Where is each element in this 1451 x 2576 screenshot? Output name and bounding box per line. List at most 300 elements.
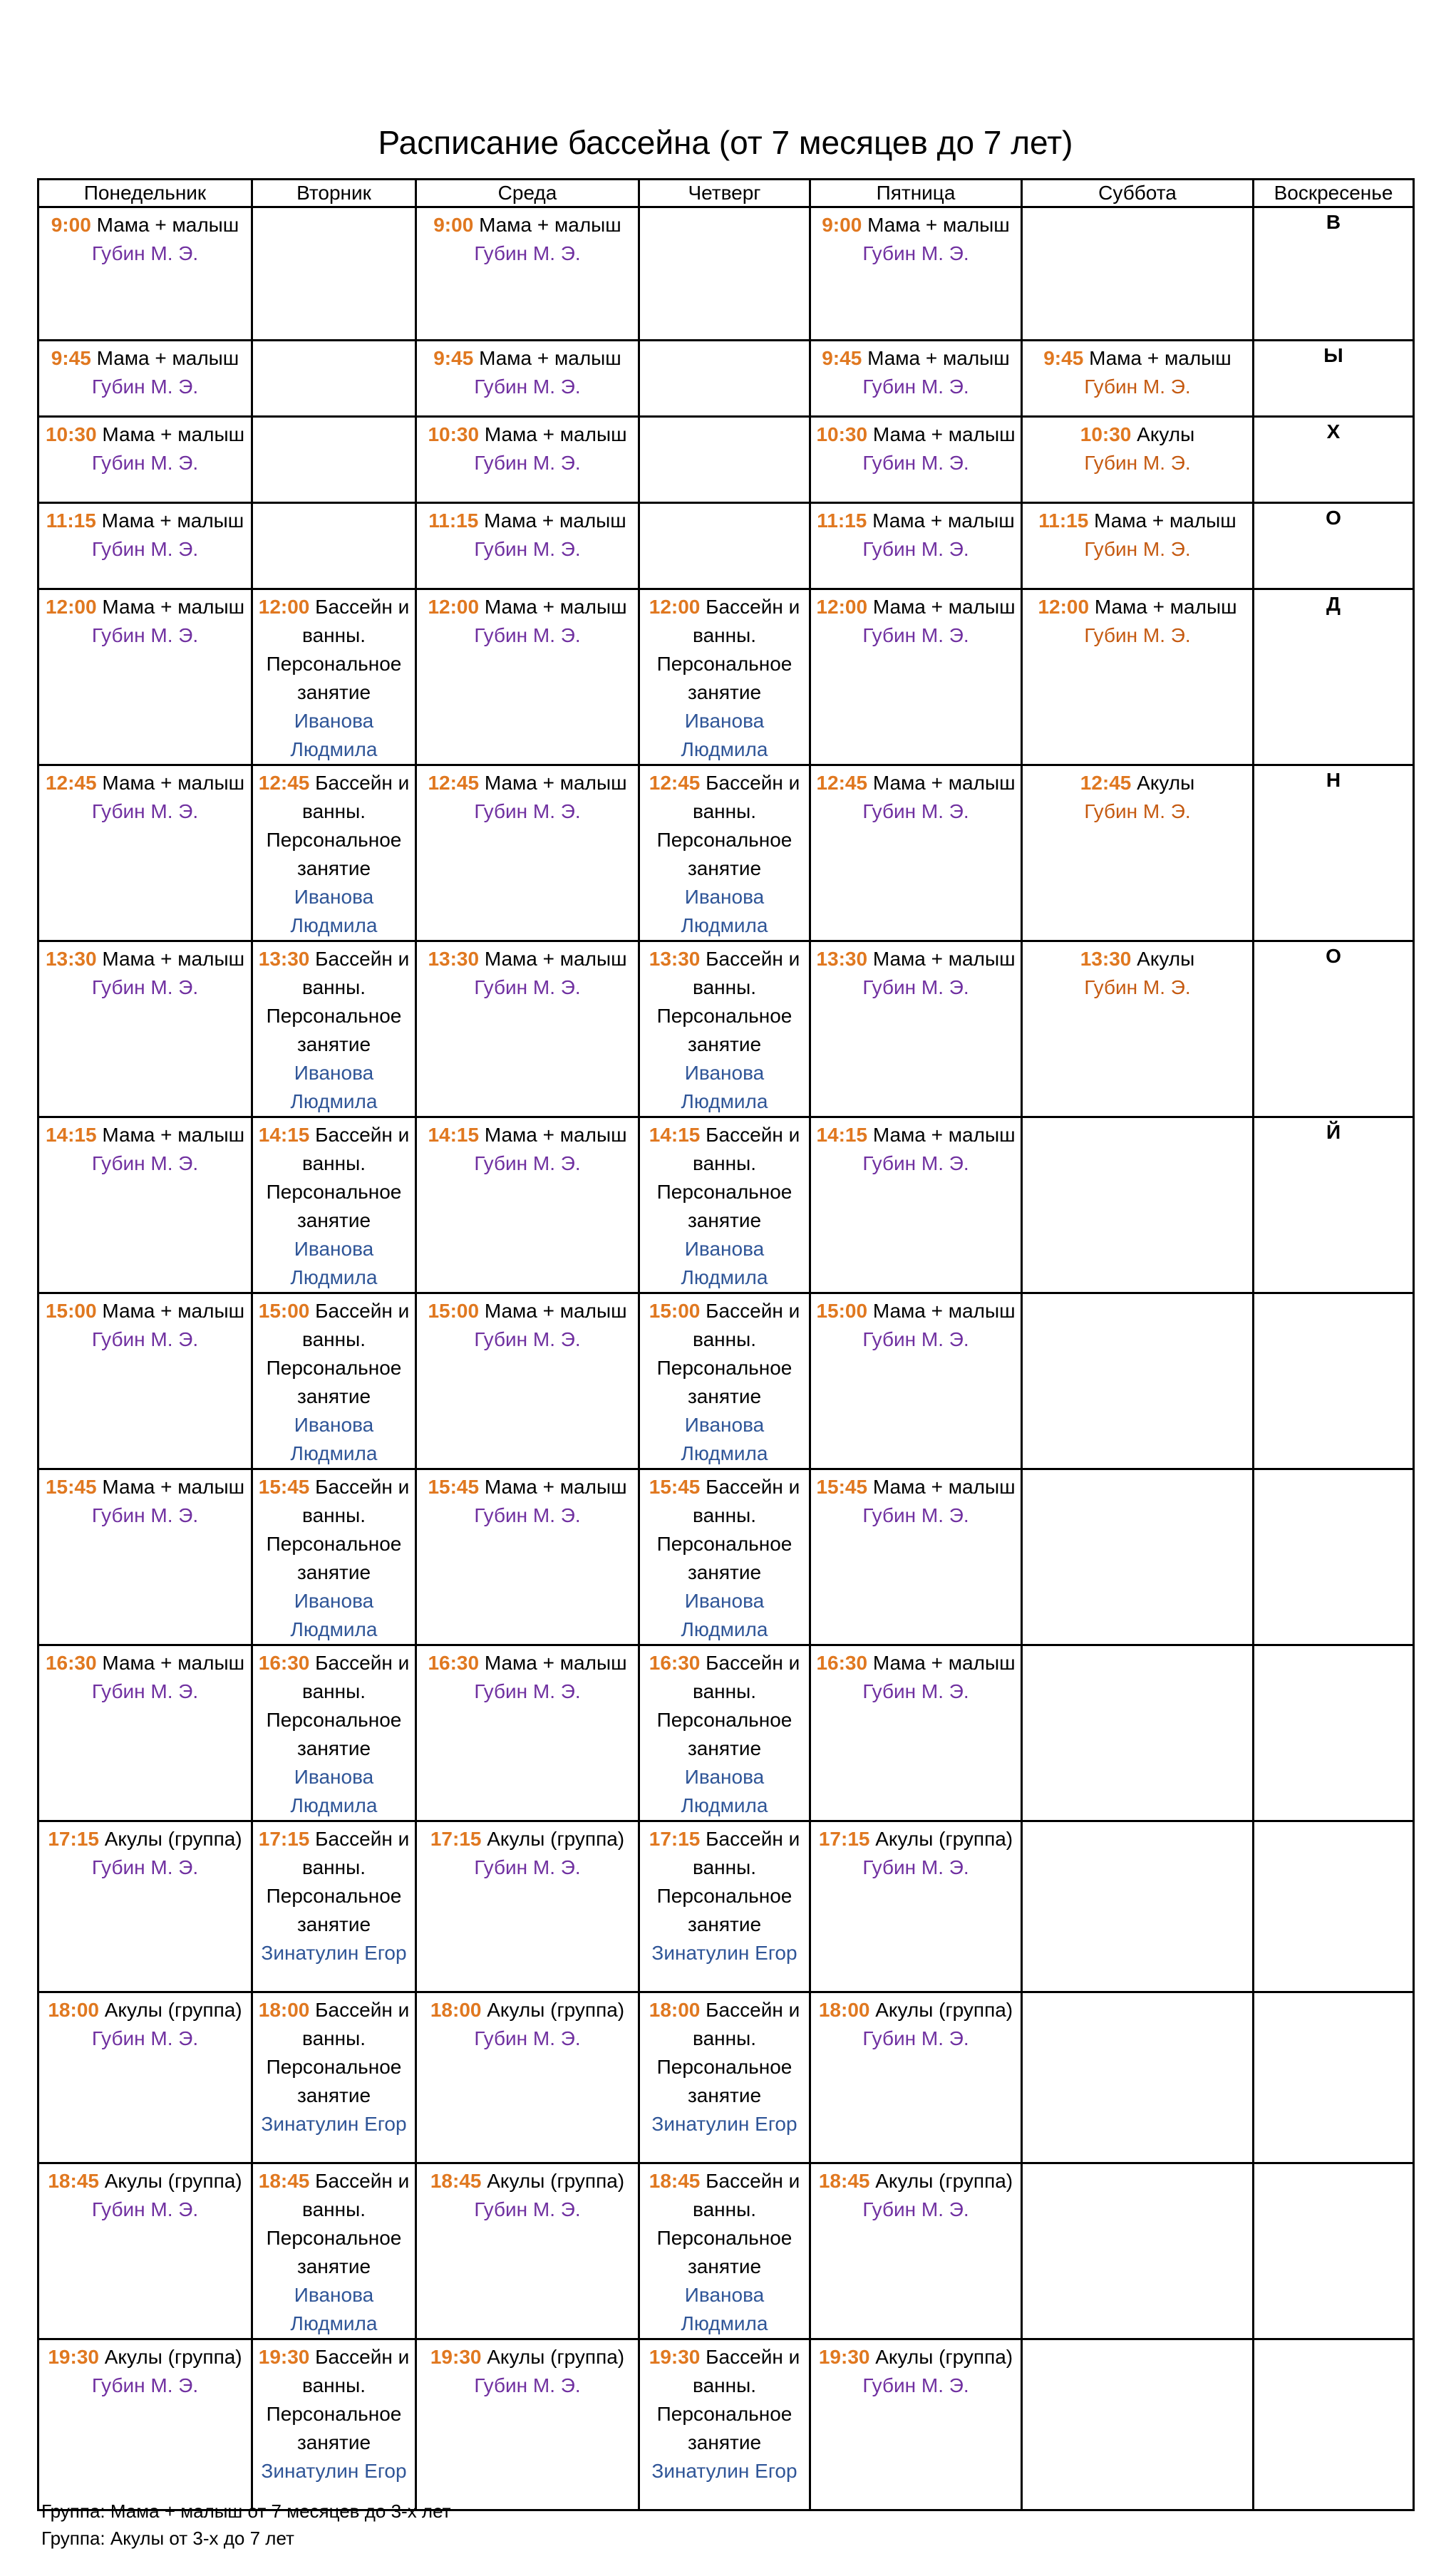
entry-time: 15:00 xyxy=(816,1300,868,1322)
class-entry xyxy=(811,766,1021,826)
entry-teacher: Губин М. Э. xyxy=(862,624,969,646)
entry-teacher: Губин М. Э. xyxy=(91,538,199,560)
day-header-wednesday: Среда xyxy=(416,180,639,207)
entry-activity: Мама + малыш xyxy=(484,948,627,970)
cell-monday xyxy=(38,765,252,941)
entry-activity: Акулы (группа) xyxy=(875,2346,1013,2368)
class-entry xyxy=(417,1470,638,1530)
entry-activity: Бассейн и ванны. Персональное занятие xyxy=(266,1652,410,1759)
cell-monday xyxy=(38,1645,252,1821)
cell-tuesday xyxy=(252,417,416,503)
cell-friday xyxy=(810,1821,1022,1992)
schedule-row xyxy=(38,1117,1414,1293)
entry-teacher: Губин М. Э. xyxy=(474,624,581,646)
entry-activity: Акулы (группа) xyxy=(487,1999,625,2021)
entry-teacher: Губин М. Э. xyxy=(474,1856,581,1878)
entry-time: 18:45 xyxy=(818,2170,870,2192)
cell-wednesday xyxy=(416,1469,639,1645)
entry-activity: Мама + малыш xyxy=(872,772,1016,794)
class-entry xyxy=(39,1294,251,1354)
class-entry xyxy=(640,2164,809,2338)
entry-teacher: Губин М. Э. xyxy=(91,624,199,646)
cell-saturday xyxy=(1022,2339,1254,2510)
cell-monday xyxy=(38,1469,252,1645)
entry-activity: Мама + малыш xyxy=(484,1124,627,1146)
entry-activity: Бассейн и ванны. Персональное занятие xyxy=(266,2346,410,2453)
cell-monday xyxy=(38,207,252,341)
cell-wednesday xyxy=(416,207,639,341)
class-entry xyxy=(39,341,251,401)
entry-activity: Мама + малыш xyxy=(102,1124,245,1146)
cell-tuesday xyxy=(252,1645,416,1821)
entry-teacher: Губин М. Э. xyxy=(1084,624,1191,646)
entry-time: 12:00 xyxy=(1038,596,1090,618)
entry-time: 12:45 xyxy=(45,772,97,794)
entry-teacher: Губин М. Э. xyxy=(91,452,199,474)
day-header-tuesday: Вторник xyxy=(252,180,416,207)
day-header-row xyxy=(38,180,1414,207)
entry-time: 12:00 xyxy=(649,596,701,618)
entry-time: 18:00 xyxy=(258,1999,310,2021)
class-entry xyxy=(39,1118,251,1178)
entry-teacher: Иванова Людмила xyxy=(681,1766,768,1816)
entry-activity: Мама + малыш xyxy=(102,423,245,445)
entry-time: 16:30 xyxy=(428,1652,480,1674)
entry-time: 15:00 xyxy=(258,1300,310,1322)
entry-teacher: Губин М. Э. xyxy=(1084,452,1191,474)
entry-teacher: Иванова Людмила xyxy=(290,1766,378,1816)
entry-teacher: Губин М. Э. xyxy=(91,1856,199,1878)
class-entry xyxy=(39,208,251,268)
entry-time: 19:30 xyxy=(258,2346,310,2368)
entry-time: 18:45 xyxy=(649,2170,701,2192)
class-entry xyxy=(811,942,1021,1002)
cell-friday xyxy=(810,1293,1022,1469)
class-entry xyxy=(417,2340,638,2400)
entry-time: 19:30 xyxy=(818,2346,870,2368)
entry-time: 9:45 xyxy=(822,347,862,369)
cell-saturday xyxy=(1022,1469,1254,1645)
entry-teacher: Губин М. Э. xyxy=(474,242,581,264)
class-entry xyxy=(1023,942,1252,1002)
entry-time: 15:00 xyxy=(45,1300,97,1322)
entry-teacher: Губин М. Э. xyxy=(474,452,581,474)
cell-thursday xyxy=(639,207,810,341)
cell-friday xyxy=(810,503,1022,589)
schedule-table xyxy=(37,178,1415,2511)
class-entry xyxy=(39,418,251,477)
entry-teacher: Губин М. Э. xyxy=(91,1680,199,1702)
entry-teacher: Зинатулин Егор xyxy=(651,2460,797,2482)
entry-time: 11:15 xyxy=(46,509,96,532)
entry-time: 12:45 xyxy=(649,772,701,794)
entry-activity: Мама + малыш xyxy=(872,1124,1016,1146)
entry-time: 12:45 xyxy=(258,772,310,794)
cell-wednesday xyxy=(416,503,639,589)
entry-activity: Бассейн и ванны. Персональное занятие xyxy=(266,1300,410,1407)
entry-activity: Мама + малыш xyxy=(484,772,627,794)
cell-thursday xyxy=(639,1645,810,1821)
cell-wednesday xyxy=(416,2339,639,2510)
entry-teacher: Губин М. Э. xyxy=(474,1152,581,1174)
entry-time: 17:15 xyxy=(649,1828,701,1850)
entry-teacher: Губин М. Э. xyxy=(862,452,969,474)
class-entry xyxy=(39,1646,251,1706)
entry-teacher: Зинатулин Егор xyxy=(261,2113,407,2135)
entry-activity: Акулы (группа) xyxy=(487,2170,625,2192)
schedule-row xyxy=(38,503,1414,589)
class-entry xyxy=(39,766,251,826)
cell-friday xyxy=(810,341,1022,417)
entry-teacher: Иванова Людмила xyxy=(290,886,378,936)
class-entry xyxy=(417,2164,638,2224)
cell-sunday-day-off-letter: Д xyxy=(1254,589,1414,765)
entry-time: 15:45 xyxy=(45,1476,97,1498)
entry-time: 13:30 xyxy=(816,948,868,970)
cell-sunday-day-off-letter: Й xyxy=(1254,1117,1414,1293)
cell-monday xyxy=(38,417,252,503)
entry-time: 15:00 xyxy=(428,1300,480,1322)
entry-time: 19:30 xyxy=(48,2346,99,2368)
schedule-body xyxy=(38,207,1414,2510)
entry-teacher: Губин М. Э. xyxy=(862,1504,969,1526)
entry-time: 18:45 xyxy=(48,2170,99,2192)
entry-time: 10:30 xyxy=(45,423,97,445)
cell-monday xyxy=(38,503,252,589)
schedule-row xyxy=(38,1645,1414,1821)
cell-monday xyxy=(38,1293,252,1469)
entry-time: 17:15 xyxy=(818,1828,870,1850)
entry-time: 18:00 xyxy=(649,1999,701,2021)
entry-teacher: Иванова Людмила xyxy=(681,1414,768,1464)
cell-saturday xyxy=(1022,207,1254,341)
class-entry xyxy=(417,1993,638,2053)
schedule-row xyxy=(38,1821,1414,1992)
class-entry xyxy=(1023,590,1252,650)
cell-wednesday xyxy=(416,1645,639,1821)
entry-teacher: Губин М. Э. xyxy=(862,800,969,822)
class-entry xyxy=(417,1822,638,1882)
entry-teacher: Губин М. Э. xyxy=(862,2374,969,2396)
entry-activity: Бассейн и ванны. Персональное занятие xyxy=(656,1999,800,2106)
entry-teacher: Иванова Людмила xyxy=(681,710,768,760)
entry-teacher: Иванова Людмила xyxy=(290,1062,378,1112)
class-entry xyxy=(640,1118,809,1292)
schedule-row xyxy=(38,589,1414,765)
schedule-row xyxy=(38,207,1414,341)
cell-friday xyxy=(810,1645,1022,1821)
entry-activity: Бассейн и ванны. Персональное занятие xyxy=(266,1828,410,1935)
entry-activity: Мама + малыш xyxy=(872,509,1015,532)
entry-activity: Бассейн и ванны. Персональное занятие xyxy=(266,1999,410,2106)
entry-teacher: Губин М. Э. xyxy=(91,376,199,398)
cell-wednesday xyxy=(416,1992,639,2163)
class-entry xyxy=(811,2164,1021,2224)
footnote-mama-malysh: Группа: Мама + малыш от 7 месяцев до 3-х лет xyxy=(41,2500,451,2522)
entry-time: 13:30 xyxy=(428,948,480,970)
cell-saturday xyxy=(1022,2163,1254,2339)
entry-teacher: Губин М. Э. xyxy=(862,376,969,398)
entry-activity: Мама + малыш xyxy=(872,423,1016,445)
class-entry xyxy=(811,1294,1021,1354)
class-entry xyxy=(253,590,415,764)
cell-thursday xyxy=(639,503,810,589)
entry-activity: Акулы (группа) xyxy=(875,1999,1013,2021)
entry-time: 19:30 xyxy=(430,2346,482,2368)
schedule-row xyxy=(38,1469,1414,1645)
cell-friday xyxy=(810,207,1022,341)
cell-sunday-day-off-letter: Х xyxy=(1254,417,1414,503)
entry-teacher: Губин М. Э. xyxy=(474,2027,581,2049)
entry-teacher: Губин М. Э. xyxy=(862,976,969,998)
entry-time: 12:00 xyxy=(816,596,868,618)
class-entry xyxy=(811,590,1021,650)
entry-time: 10:30 xyxy=(428,423,480,445)
class-entry xyxy=(811,1646,1021,1706)
entry-teacher: Губин М. Э. xyxy=(474,2374,581,2396)
entry-time: 14:15 xyxy=(45,1124,97,1146)
entry-teacher: Губин М. Э. xyxy=(862,1152,969,1174)
cell-wednesday xyxy=(416,589,639,765)
cell-saturday xyxy=(1022,589,1254,765)
entry-activity: Мама + малыш xyxy=(96,347,239,369)
entry-teacher: Губин М. Э. xyxy=(1084,538,1191,560)
entry-time: 14:15 xyxy=(258,1124,310,1146)
cell-friday xyxy=(810,1117,1022,1293)
cell-monday xyxy=(38,1821,252,1992)
class-entry xyxy=(1023,766,1252,826)
entry-time: 18:00 xyxy=(48,1999,99,2021)
cell-saturday xyxy=(1022,1645,1254,1821)
cell-saturday xyxy=(1022,503,1254,589)
entry-activity: Мама + малыш xyxy=(1094,509,1236,532)
entry-teacher: Губин М. Э. xyxy=(862,2198,969,2220)
entry-teacher: Губин М. Э. xyxy=(91,1504,199,1526)
entry-time: 17:15 xyxy=(258,1828,310,1850)
entry-activity: Мама + малыш xyxy=(484,1652,627,1674)
entry-teacher: Губин М. Э. xyxy=(474,1504,581,1526)
entry-time: 18:00 xyxy=(818,1999,870,2021)
entry-time: 14:15 xyxy=(649,1124,701,1146)
entry-activity: Акулы xyxy=(1137,948,1195,970)
class-entry xyxy=(1023,418,1252,477)
cell-friday xyxy=(810,589,1022,765)
entry-activity: Акулы (группа) xyxy=(487,1828,625,1850)
entry-teacher: Иванова Людмила xyxy=(290,710,378,760)
entry-activity: Акулы (группа) xyxy=(104,2346,242,2368)
entry-activity: Мама + малыш xyxy=(96,214,239,236)
entry-activity: Мама + малыш xyxy=(867,214,1010,236)
schedule-row xyxy=(38,1293,1414,1469)
entry-time: 15:45 xyxy=(649,1476,701,1498)
class-entry xyxy=(640,590,809,764)
cell-wednesday xyxy=(416,1293,639,1469)
cell-friday xyxy=(810,1992,1022,2163)
entry-time: 12:45 xyxy=(428,772,480,794)
cell-thursday xyxy=(639,341,810,417)
entry-teacher: Губин М. Э. xyxy=(474,1680,581,1702)
entry-activity: Акулы (группа) xyxy=(104,1828,242,1850)
entry-activity: Мама + малыш xyxy=(1089,347,1231,369)
cell-tuesday xyxy=(252,589,416,765)
class-entry xyxy=(39,590,251,650)
cell-thursday xyxy=(639,765,810,941)
entry-time: 11:15 xyxy=(817,509,867,532)
day-header-thursday: Четверг xyxy=(639,180,810,207)
page-title: Расписание бассейна (от 7 месяцев до 7 лет) xyxy=(378,124,1073,161)
class-entry xyxy=(39,2164,251,2224)
entry-time: 17:15 xyxy=(430,1828,482,1850)
entry-time: 9:45 xyxy=(433,347,474,369)
entry-teacher: Губин М. Э. xyxy=(1084,976,1191,998)
entry-time: 9:00 xyxy=(822,214,862,236)
entry-time: 13:30 xyxy=(258,948,310,970)
entry-teacher: Зинатулин Егор xyxy=(651,2113,797,2135)
class-entry xyxy=(811,1993,1021,2053)
entry-time: 13:30 xyxy=(45,948,97,970)
entry-teacher: Губин М. Э. xyxy=(91,242,199,264)
class-entry xyxy=(417,1294,638,1354)
entry-teacher: Иванова Людмила xyxy=(681,1062,768,1112)
cell-tuesday xyxy=(252,1469,416,1645)
class-entry xyxy=(640,1993,809,2138)
class-entry xyxy=(253,2164,415,2338)
entry-time: 10:30 xyxy=(816,423,868,445)
cell-thursday xyxy=(639,589,810,765)
cell-tuesday xyxy=(252,341,416,417)
class-entry xyxy=(417,504,638,564)
cell-saturday xyxy=(1022,1821,1254,1992)
entry-activity: Бассейн и ванны. Персональное занятие xyxy=(656,1652,800,1759)
schedule-row xyxy=(38,765,1414,941)
entry-activity: Мама + малыш xyxy=(102,1652,245,1674)
entry-teacher: Губин М. Э. xyxy=(862,1328,969,1350)
entry-teacher: Губин М. Э. xyxy=(91,800,199,822)
cell-thursday xyxy=(639,1821,810,1992)
entry-activity: Мама + малыш xyxy=(102,772,245,794)
class-entry xyxy=(417,1118,638,1178)
cell-monday xyxy=(38,341,252,417)
entry-activity: Мама + малыш xyxy=(101,509,244,532)
entry-time: 14:15 xyxy=(816,1124,868,1146)
entry-teacher: Губин М. Э. xyxy=(91,2198,199,2220)
entry-time: 12:45 xyxy=(1080,772,1132,794)
entry-teacher: Иванова Людмила xyxy=(290,1414,378,1464)
cell-saturday xyxy=(1022,417,1254,503)
entry-teacher: Зинатулин Егор xyxy=(261,1942,407,1964)
schedule-row xyxy=(38,417,1414,503)
class-entry xyxy=(253,942,415,1116)
entry-teacher: Губин М. Э. xyxy=(91,2374,199,2396)
entry-activity: Бассейн и ванны. Персональное занятие xyxy=(266,1124,410,1231)
entry-time: 16:30 xyxy=(258,1652,310,1674)
class-entry xyxy=(811,2340,1021,2400)
entry-activity: Бассейн и ванны. Персональное занятие xyxy=(656,1124,800,1231)
class-entry xyxy=(640,766,809,940)
class-entry xyxy=(39,1993,251,2053)
entry-activity: Мама + малыш xyxy=(872,1652,1016,1674)
cell-saturday xyxy=(1022,1293,1254,1469)
cell-sunday-day-off-letter xyxy=(1254,1645,1414,1821)
entry-time: 16:30 xyxy=(649,1652,701,1674)
class-entry xyxy=(1023,341,1252,401)
class-entry xyxy=(640,942,809,1116)
cell-wednesday xyxy=(416,417,639,503)
entry-activity: Бассейн и ванны. Персональное занятие xyxy=(266,2170,410,2277)
cell-friday xyxy=(810,417,1022,503)
entry-teacher: Губин М. Э. xyxy=(474,1328,581,1350)
entry-teacher: Иванова Людмила xyxy=(681,1590,768,1640)
cell-monday xyxy=(38,1992,252,2163)
class-entry xyxy=(39,504,251,564)
cell-thursday xyxy=(639,1117,810,1293)
class-entry xyxy=(417,590,638,650)
entry-activity: Бассейн и ванны. Персональное занятие xyxy=(656,772,800,879)
entry-activity: Акулы xyxy=(1137,772,1195,794)
entry-activity: Бассейн и ванны. Персональное занятие xyxy=(656,2346,800,2453)
entry-activity: Бассейн и ванны. Персональное занятие xyxy=(266,596,410,703)
cell-thursday xyxy=(639,2163,810,2339)
cell-tuesday xyxy=(252,207,416,341)
entry-teacher: Губин М. Э. xyxy=(862,1680,969,1702)
cell-friday xyxy=(810,2339,1022,2510)
entry-time: 9:45 xyxy=(51,347,91,369)
cell-tuesday xyxy=(252,1992,416,2163)
cell-tuesday xyxy=(252,2339,416,2510)
entry-activity: Мама + малыш xyxy=(872,1476,1016,1498)
schedule-row xyxy=(38,2163,1414,2339)
entry-time: 14:15 xyxy=(428,1124,480,1146)
class-entry xyxy=(253,1993,415,2138)
entry-activity: Мама + малыш xyxy=(872,948,1016,970)
entry-time: 9:00 xyxy=(433,214,474,236)
entry-time: 19:30 xyxy=(649,2346,701,2368)
entry-teacher: Губин М. Э. xyxy=(474,2198,581,2220)
entry-teacher: Губин М. Э. xyxy=(1084,376,1191,398)
entry-activity: Мама + малыш xyxy=(479,347,621,369)
cell-thursday xyxy=(639,941,810,1117)
class-entry xyxy=(811,1470,1021,1530)
entry-activity: Бассейн и ванны. Персональное занятие xyxy=(656,1300,800,1407)
entry-activity: Мама + малыш xyxy=(479,214,621,236)
entry-time: 17:15 xyxy=(48,1828,99,1850)
cell-wednesday xyxy=(416,1117,639,1293)
class-entry xyxy=(811,504,1021,564)
cell-saturday xyxy=(1022,941,1254,1117)
cell-monday xyxy=(38,2339,252,2510)
cell-thursday xyxy=(639,1293,810,1469)
cell-thursday xyxy=(639,417,810,503)
cell-sunday-day-off-letter: О xyxy=(1254,503,1414,589)
entry-time: 12:00 xyxy=(258,596,310,618)
class-entry xyxy=(640,2340,809,2486)
entry-activity: Акулы xyxy=(1137,423,1195,445)
cell-wednesday xyxy=(416,765,639,941)
entry-teacher: Губин М. Э. xyxy=(474,376,581,398)
cell-friday xyxy=(810,941,1022,1117)
class-entry xyxy=(39,1822,251,1882)
class-entry xyxy=(417,208,638,268)
entry-teacher: Губин М. Э. xyxy=(474,800,581,822)
cell-tuesday xyxy=(252,2163,416,2339)
entry-activity: Мама + малыш xyxy=(484,1300,627,1322)
entry-activity: Мама + малыш xyxy=(102,1476,245,1498)
entry-activity: Бассейн и ванны. Персональное занятие xyxy=(656,948,800,1055)
cell-saturday xyxy=(1022,1992,1254,2163)
entry-activity: Бассейн и ванны. Персональное занятие xyxy=(656,1476,800,1583)
entry-time: 18:00 xyxy=(430,1999,482,2021)
cell-friday xyxy=(810,2163,1022,2339)
